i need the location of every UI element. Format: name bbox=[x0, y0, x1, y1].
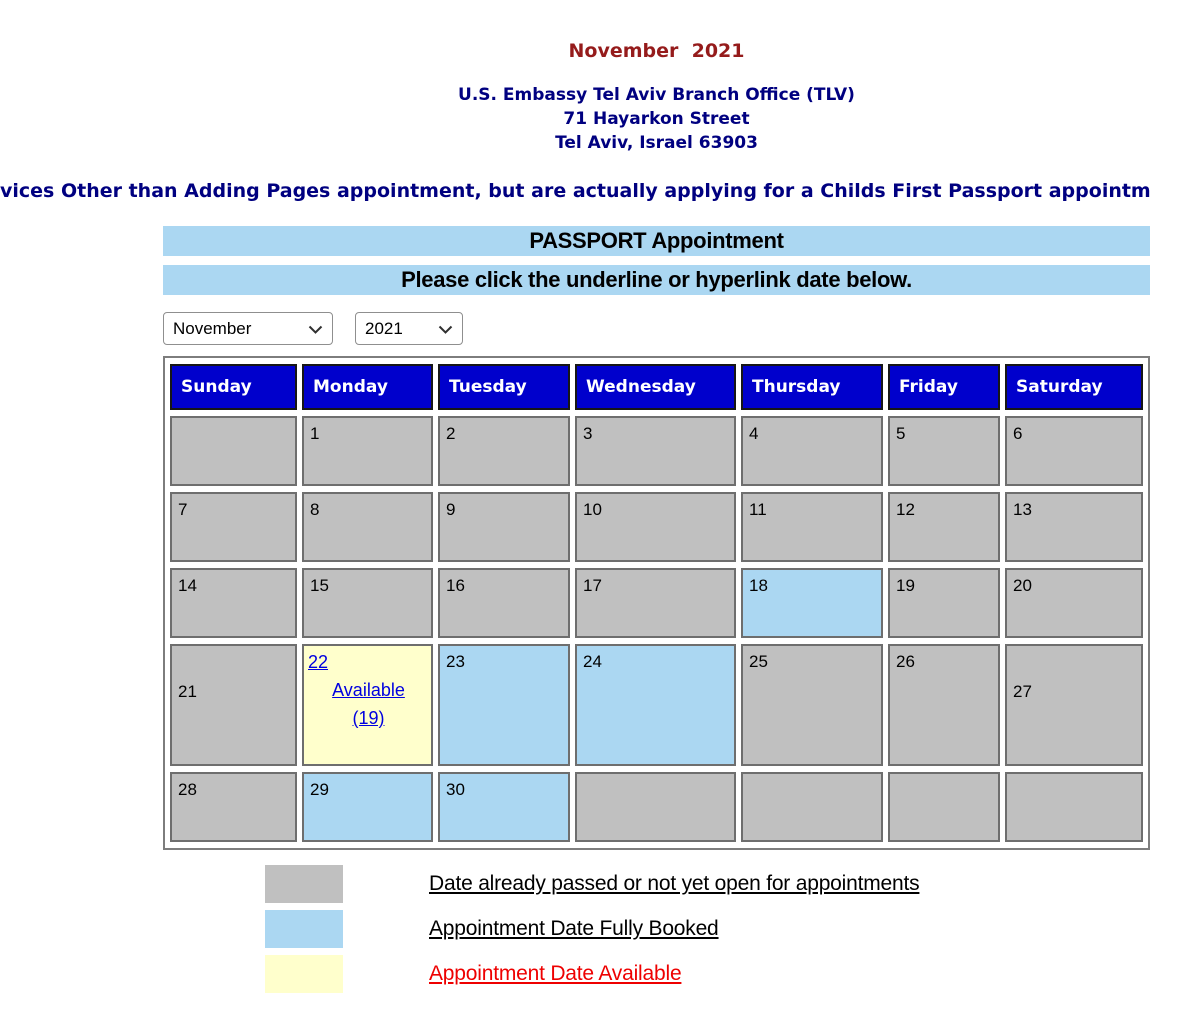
passport-appointment-banner: PASSPORT Appointment bbox=[163, 226, 1150, 256]
calendar-day-cell-11: 11 bbox=[741, 492, 883, 562]
calendar-week-row bbox=[170, 416, 1143, 486]
calendar-day-cell-29: 29 bbox=[302, 772, 433, 842]
calendar-day-cell-7: 7 bbox=[170, 492, 297, 562]
day-header-monday: Monday bbox=[302, 364, 433, 410]
calendar-day-cell-15: 15 bbox=[302, 568, 433, 638]
calendar-day-cell-10: 10 bbox=[575, 492, 736, 562]
year-select[interactable] bbox=[355, 312, 463, 345]
calendar-day-cell-30: 30 bbox=[438, 772, 570, 842]
calendar-day-cell-9: 9 bbox=[438, 492, 570, 562]
notice-text-clipped: vices Other than Adding Pages appointment, but are actually applying for a Childs First Passport appointm bbox=[0, 180, 1151, 202]
calendar-day-cell-17: 17 bbox=[575, 568, 736, 638]
legend-label-available: Appointment Date Available bbox=[429, 962, 682, 985]
calendar-day-cell-empty bbox=[1005, 772, 1143, 842]
calendar-day-cell-13: 13 bbox=[1005, 492, 1143, 562]
day-header-thursday: Thursday bbox=[741, 364, 883, 410]
embassy-address-line-3: Tel Aviv, Israel 63903 bbox=[555, 133, 758, 153]
month-select-wrap bbox=[163, 312, 333, 345]
calendar-day-cell-27: 27 bbox=[1005, 644, 1143, 766]
day-header-tuesday: Tuesday bbox=[438, 364, 570, 410]
embassy-address-line-1: U.S. Embassy Tel Aviv Branch Office (TLV) bbox=[458, 85, 855, 105]
legend-swatch-passed bbox=[265, 865, 343, 903]
legend-label-passed: Date already passed or not yet open for appointments bbox=[429, 872, 920, 895]
calendar-day-cell-6: 6 bbox=[1005, 416, 1143, 486]
calendar-day-cell-2: 2 bbox=[438, 416, 570, 486]
legend-swatch-available bbox=[265, 955, 343, 993]
calendar-body bbox=[170, 416, 1143, 842]
appointment-calendar bbox=[163, 356, 1150, 850]
calendar-day-cell-18: 18 bbox=[741, 568, 883, 638]
calendar-day-cell-3: 3 bbox=[575, 416, 736, 486]
embassy-address bbox=[163, 83, 1150, 155]
calendar-day-cell-19: 19 bbox=[888, 568, 1000, 638]
legend-row-available bbox=[163, 955, 1150, 993]
calendar-day-cell-empty bbox=[170, 416, 297, 486]
calendar-day-cell-5: 5 bbox=[888, 416, 1000, 486]
calendar-day-header-row bbox=[170, 364, 1143, 410]
header-block bbox=[163, 0, 1150, 155]
legend-row-booked bbox=[163, 910, 1150, 948]
legend-row-passed bbox=[163, 865, 1150, 903]
day-header-wednesday: Wednesday bbox=[575, 364, 736, 410]
calendar-week-row bbox=[170, 772, 1143, 842]
calendar-week-row bbox=[170, 492, 1143, 562]
calendar-day-cell-empty bbox=[575, 772, 736, 842]
year-select-wrap bbox=[355, 312, 463, 345]
calendar-week-row bbox=[170, 644, 1143, 766]
calendar-day-cell-26: 26 bbox=[888, 644, 1000, 766]
month-select[interactable] bbox=[163, 312, 333, 345]
calendar-day-cell-8: 8 bbox=[302, 492, 433, 562]
legend-swatch-booked bbox=[265, 910, 343, 948]
legend-label-booked: Appointment Date Fully Booked bbox=[429, 917, 719, 940]
calendar-day-cell-23: 23 bbox=[438, 644, 570, 766]
calendar-day-cell-20: 20 bbox=[1005, 568, 1143, 638]
calendar-day-cell-24: 24 bbox=[575, 644, 736, 766]
calendar-day-cell-21: 21 bbox=[170, 644, 297, 766]
calendar-week-row bbox=[170, 568, 1143, 638]
calendar-day-cell-28: 28 bbox=[170, 772, 297, 842]
calendar-day-cell-16: 16 bbox=[438, 568, 570, 638]
calendar-day-cell-22[interactable] bbox=[302, 644, 433, 766]
embassy-address-line-2: 71 Hayarkon Street bbox=[563, 109, 750, 129]
calendar-day-cell-4: 4 bbox=[741, 416, 883, 486]
legend bbox=[163, 865, 1150, 993]
month-year-title: November 2021 bbox=[568, 40, 745, 62]
calendar-day-cell-25: 25 bbox=[741, 644, 883, 766]
calendar-day-cell-1: 1 bbox=[302, 416, 433, 486]
available-date-link[interactable]: 22 Available (19) bbox=[308, 652, 405, 728]
day-header-sunday: Sunday bbox=[170, 364, 297, 410]
calendar-day-cell-empty bbox=[888, 772, 1000, 842]
appointment-section bbox=[163, 226, 1150, 993]
month-year-filters bbox=[163, 312, 1150, 345]
calendar-day-cell-empty bbox=[741, 772, 883, 842]
calendar-day-cell-12: 12 bbox=[888, 492, 1000, 562]
calendar-day-cell-14: 14 bbox=[170, 568, 297, 638]
day-header-friday: Friday bbox=[888, 364, 1000, 410]
day-header-saturday: Saturday bbox=[1005, 364, 1143, 410]
click-date-instruction-banner: Please click the underline or hyperlink date below. bbox=[163, 265, 1150, 295]
